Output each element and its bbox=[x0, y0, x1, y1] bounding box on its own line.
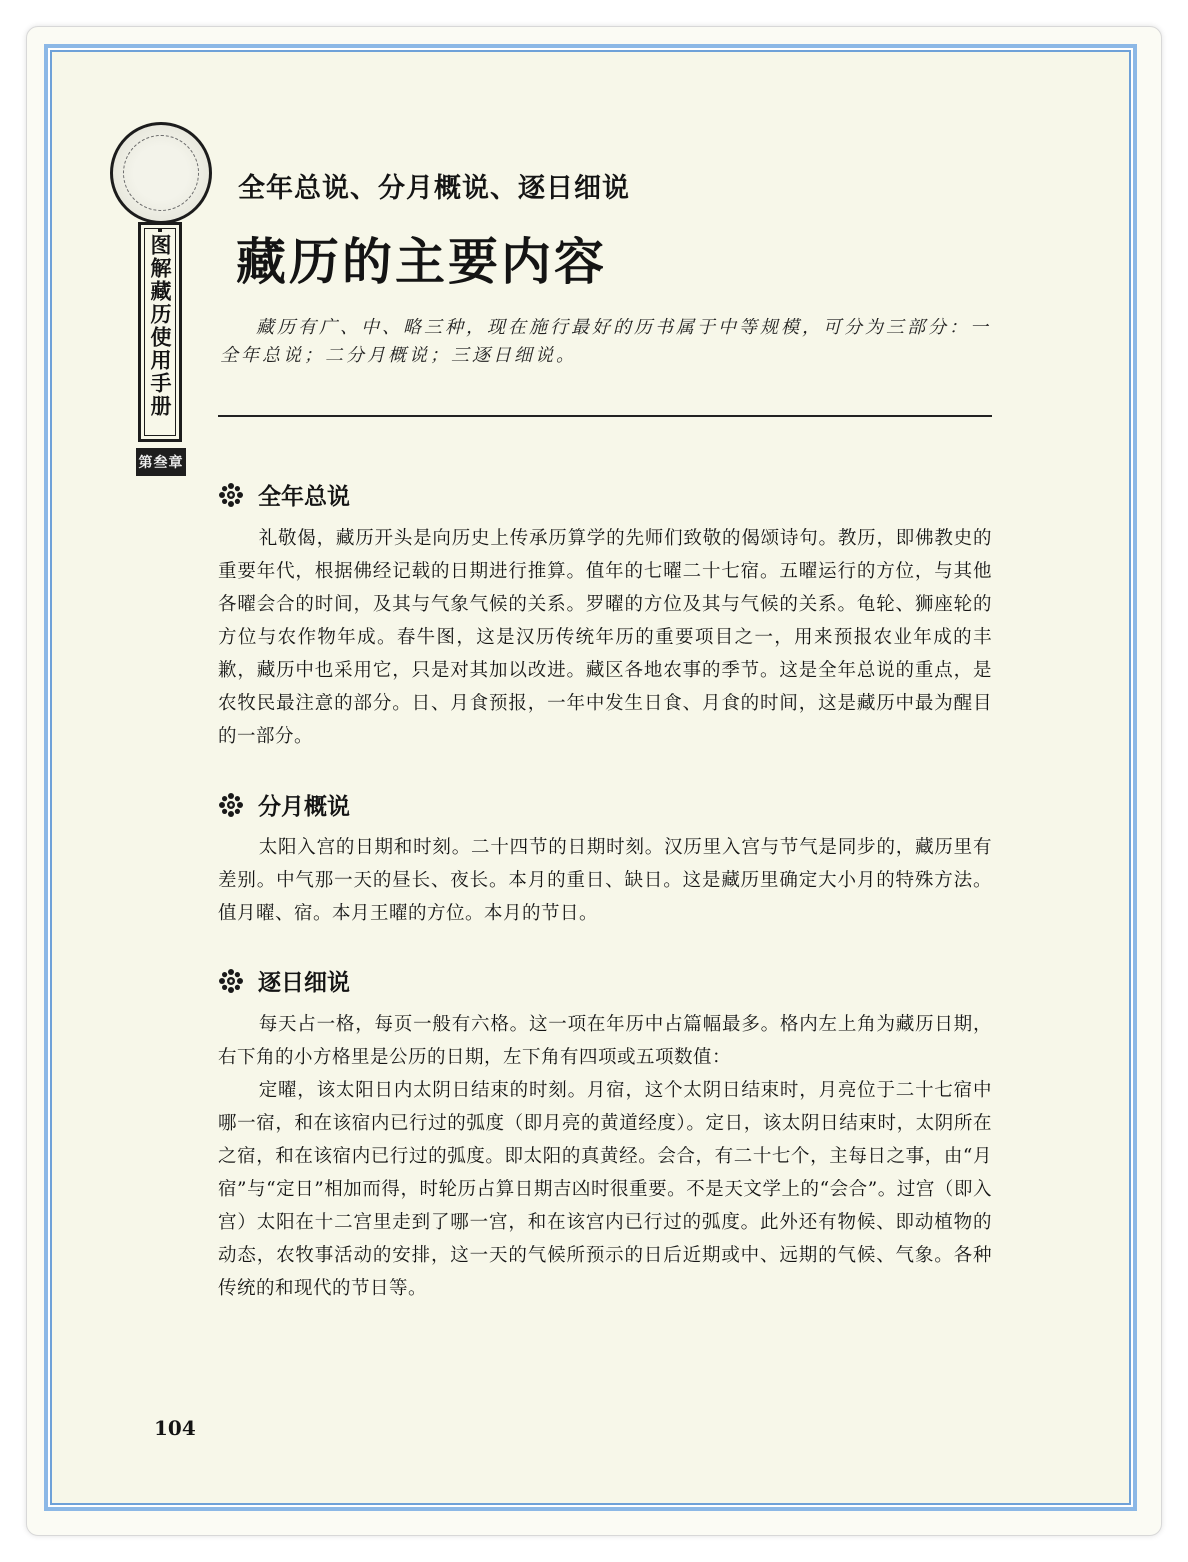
page-number: 104 bbox=[154, 1416, 196, 1440]
section-heading-daily bbox=[218, 964, 350, 997]
section-paragraph: 礼敬偈，藏历开头是向历史上传承历算学的先师们致敬的偈颂诗句。教历，即佛教史的重要年代，根据佛经记载的日期进行推算。值年的七曜二十七宿。五曜运行的方位，与其他各曜会合的时间，及其与气象气候的关系。罗曜的方位及其与气候的关系。龟轮、狮座轮的方位与农作物年成。春牛图，这是汉历传统年历的重要项目之一，用来预报农业年成的丰歉，藏历中也采用它，只是对其加以改进。藏区各地农事的季节。这是全年总说的重点，是农牧民最注意的部分。日、月食预报，一年中发生日食、月食的时间，这是藏历中最为醒目的一部分。 bbox=[218, 528, 992, 747]
book-title-vertical bbox=[138, 222, 182, 442]
emblem-medallion-icon bbox=[110, 122, 212, 224]
book-title-text: 图解藏历使用手册 bbox=[148, 234, 173, 418]
section-heading-text: 分月概说 bbox=[258, 794, 350, 820]
intro-paragraph: 藏历有广、中、略三种，现在施行最好的历书属于中等规模，可分为三部分：一全年总说；二分月概说；三逐日细说。 bbox=[220, 317, 991, 366]
chapter-tab: 第叁章 bbox=[136, 448, 186, 476]
page-title: 藏历的主要内容 bbox=[236, 232, 607, 291]
section-heading-monthly bbox=[218, 788, 350, 821]
page-subtitle: 全年总说、分月概说、逐日细说 bbox=[238, 173, 630, 204]
section-paragraph: 每天占一格，每页一般有六格。这一项在年历中占篇幅最多。格内左上角为藏历日期，右下角的小方格里是公历的日期，左下角有四项或五项数值： bbox=[218, 1014, 992, 1068]
section-heading-text: 全年总说 bbox=[258, 484, 350, 510]
divider bbox=[218, 415, 992, 417]
lotus-bullet-icon bbox=[218, 482, 244, 508]
lotus-bullet-icon bbox=[218, 792, 244, 818]
section-heading-text: 逐日细说 bbox=[258, 970, 350, 996]
section-paragraph: 太阳入宫的日期和时刻。二十四节的日期时刻。汉历里入宫与节气是同步的，藏历里有差别。中气那一天的昼长、夜长。本月的重日、缺日。这是藏历里确定大小月的特殊方法。值月曜、宿。本月王曜的方位。本月的节日。 bbox=[218, 837, 992, 924]
section-paragraph: 定曜，该太阳日内太阴日结束的时刻。月宿，这个太阴日结束时，月亮位于二十七宿中哪一宿，和在该宿内已行过的弧度（即月亮的黄道经度）。定日，该太阴日结束时，太阴所在之宿，和在该宿内已行过的弧度。即太阳的真黄经。会合，有二十七个，主每日之事，由“月宿”与“定日”相加而得，时轮历占算日期吉凶时很重要。不是天文学上的“会合”。过宫（即入宫）太阳在十二宫里走到了哪一宫，和在该宫内已行过的弧度。此外还有物候、即动植物的动态，农牧事活动的安排，这一天的气候所预示的日后近期或中、远期的气候、气象。各种传统的和现代的节日等。 bbox=[218, 1080, 992, 1299]
lotus-bullet-icon bbox=[218, 968, 244, 994]
section-heading-annual bbox=[218, 478, 350, 511]
